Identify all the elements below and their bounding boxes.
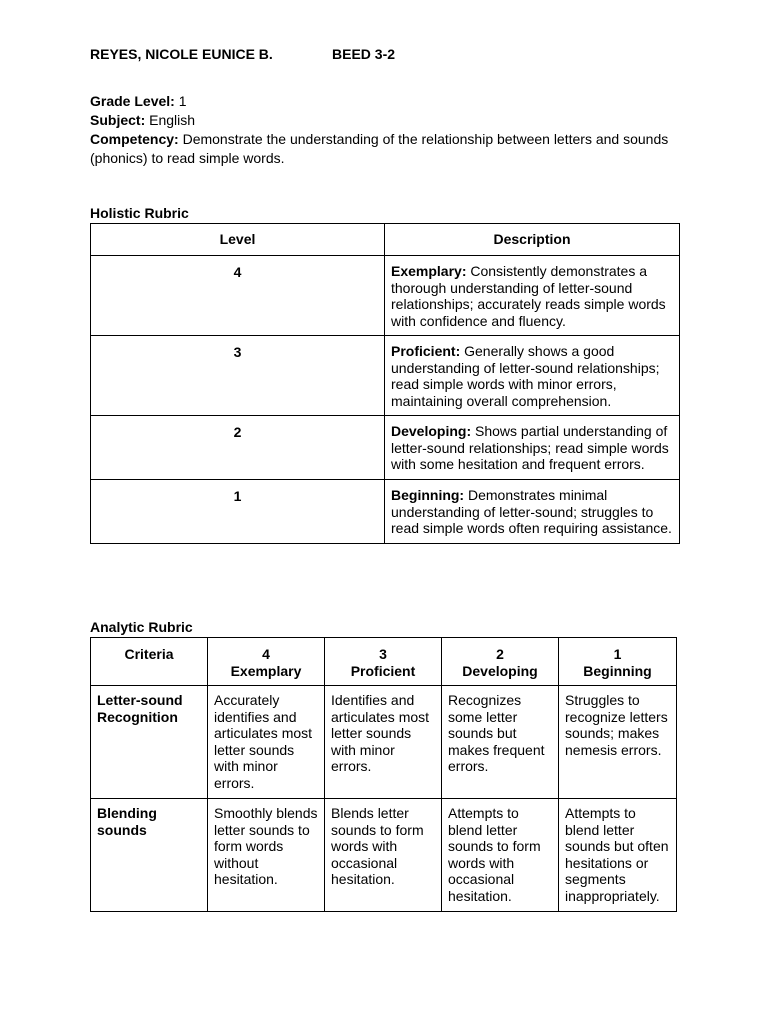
- level-name: Proficient: [350, 662, 416, 679]
- criteria-cell: Blending sounds: [91, 799, 208, 912]
- rubric-cell: Blends letter sounds to form words with occasional hesitation.: [325, 799, 442, 912]
- criteria-cell: Letter-sound Recognition: [91, 686, 208, 799]
- rubric-cell: Attempts to blend letter sounds to form words with occasional hesitation.: [442, 799, 559, 912]
- analytic-header-row: [91, 638, 677, 686]
- level-cell: 3: [91, 336, 385, 416]
- table-row: [91, 416, 680, 480]
- level-text: Generally shows a good understanding of letter-sound relationships; read simple words with minor errors, maintaining overall comprehension.: [391, 343, 660, 409]
- rubric-cell: Struggles to recognize letters sounds; makes nemesis errors.: [559, 686, 677, 799]
- rubric-cell: Identifies and articulates most letter sounds with minor errors.: [325, 686, 442, 799]
- table-row: [91, 480, 680, 544]
- level-header-2: [442, 638, 559, 686]
- level-name: Exemplary: [230, 662, 302, 679]
- student-name: REYES, NICOLE EUNICE B.: [90, 46, 273, 62]
- level-term: Exemplary:: [391, 263, 467, 279]
- level-name: Developing: [462, 662, 538, 679]
- subject-value: English: [149, 112, 196, 128]
- competency-text-1: Demonstrate the understanding of the relationship between letters and sounds: [182, 131, 669, 147]
- table-row: [91, 256, 680, 336]
- holistic-rubric-table: [90, 223, 680, 544]
- holistic-rubric-title: Holistic Rubric: [90, 205, 189, 221]
- section-label: BEED 3-2: [332, 46, 396, 62]
- description-header: Description: [385, 224, 680, 256]
- holistic-header-row: [91, 224, 680, 256]
- description-cell: [385, 336, 680, 416]
- level-text: Demonstrates minimal understanding of letter-sound; struggles to read simple words often requiring assistance.: [391, 487, 672, 536]
- competency-label: Competency:: [90, 131, 179, 147]
- level-number: 3: [379, 646, 387, 662]
- level-term: Beginning:: [391, 487, 465, 503]
- rubric-cell: Accurately identifies and articulates most letter sounds with minor errors.: [208, 686, 325, 799]
- level-term: Developing:: [391, 423, 472, 439]
- table-row: [91, 686, 677, 799]
- grade-level-value: 1: [178, 93, 187, 109]
- description-cell: [385, 256, 680, 336]
- table-row: [91, 799, 677, 912]
- level-header-4: [208, 638, 325, 686]
- rubric-cell: Attempts to blend letter sounds but often hesitations or segments inappropriately.: [559, 799, 677, 912]
- level-name: Beginning: [583, 662, 652, 679]
- description-cell: [385, 480, 680, 544]
- level-cell: 4: [91, 256, 385, 336]
- subject-line: [90, 111, 690, 130]
- grade-level-label: Grade Level:: [90, 93, 175, 109]
- criteria-header: Criteria: [91, 638, 208, 686]
- level-text: Shows partial understanding of letter-sound relationships; read simple words with some hesitation and frequent errors.: [391, 423, 669, 472]
- level-number: 1: [613, 646, 622, 662]
- subject-label: Subject:: [90, 112, 146, 128]
- level-header: Level: [91, 224, 385, 256]
- competency-text-2: (phonics) to read simple words.: [90, 150, 285, 166]
- level-cell: 1: [91, 480, 385, 544]
- description-cell: [385, 416, 680, 480]
- rubric-cell: Smoothly blends letter sounds to form words without hesitation.: [208, 799, 325, 912]
- level-term: Proficient:: [391, 343, 461, 359]
- level-header-3: [325, 638, 442, 686]
- level-number: 2: [496, 646, 504, 662]
- grade-level-line: [90, 92, 690, 111]
- competency-line: [90, 130, 690, 168]
- analytic-rubric-title: Analytic Rubric: [90, 619, 193, 635]
- level-cell: 2: [91, 416, 385, 480]
- analytic-rubric-table: [90, 637, 677, 912]
- level-number: 4: [262, 646, 270, 662]
- rubric-cell: Recognizes some letter sounds but makes frequent errors.: [442, 686, 559, 799]
- table-row: [91, 336, 680, 416]
- level-text: Consistently demonstrates a thorough understanding of letter-sound relationships; accurately reads simple words with confidence and fluency.: [391, 263, 666, 329]
- level-header-1: [559, 638, 677, 686]
